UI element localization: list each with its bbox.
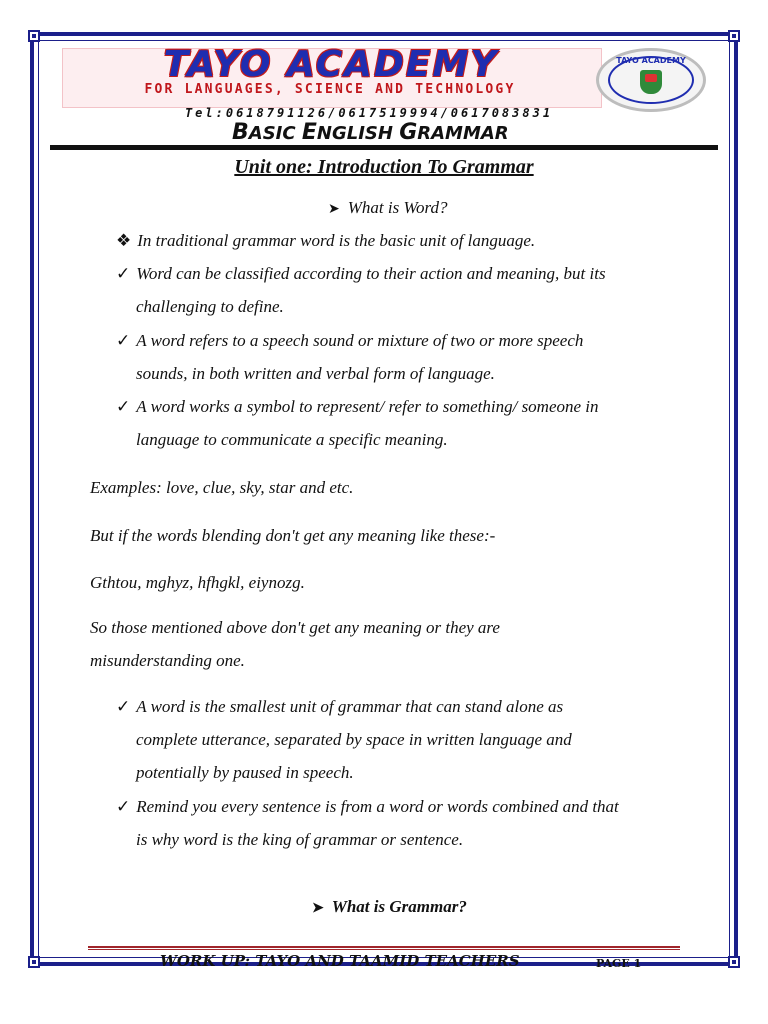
list-item-continuation: language to communicate a specific meaning. — [136, 430, 448, 449]
logo-text: TAYO ACADEMY — [616, 56, 686, 65]
corner-ornament-br — [728, 956, 740, 968]
diamond-bullet-icon: ❖ — [116, 231, 132, 250]
explanation-text: misunderstanding one. — [90, 651, 245, 670]
check-bullet-icon: ✓ — [116, 331, 131, 350]
list-item-text: Word can be classified according to their action and meaning, but its — [136, 264, 606, 283]
arrow-bullet-icon: ➤ — [312, 901, 324, 916]
footer-rule — [88, 946, 680, 950]
list-item-continuation: potentially by paused in speech. — [136, 763, 354, 782]
telephone-line: Tel:0618791126/0617519994/0617083831 — [184, 106, 554, 120]
list-item — [116, 231, 535, 251]
blending-intro-text: But if the words blending don't get any meaning like these:- — [90, 526, 496, 545]
examples-text: Examples: love, clue, sky, star and etc. — [90, 478, 354, 497]
corner-ornament-tr — [728, 30, 740, 42]
subject-text: BASIC ENGLISH GRAMMAR — [232, 120, 509, 145]
crest-icon — [640, 70, 662, 94]
list-item-continuation: sounds, in both written and verbal form of language. — [136, 364, 495, 383]
page-number: PAGE 1 — [596, 957, 642, 970]
check-bullet-icon: ✓ — [116, 397, 131, 416]
subject-title — [232, 120, 509, 145]
list-item-text: In traditional grammar word is the basic unit of language. — [137, 231, 536, 250]
list-item — [116, 331, 583, 351]
check-bullet-icon: ✓ — [116, 264, 131, 283]
corner-ornament-bl — [28, 956, 40, 968]
section-heading-grammar — [312, 897, 467, 917]
section-heading-text: What is Word? — [347, 198, 448, 217]
corner-ornament-tl — [28, 30, 40, 42]
explanation-text: So those mentioned above don't get any meaning or they are — [90, 618, 500, 637]
arrow-bullet-icon: ➤ — [328, 202, 340, 217]
list-item — [116, 697, 563, 717]
list-item-text: A word refers to a speech sound or mixture of two or more speech — [136, 331, 584, 350]
section-heading-text: What is Grammar? — [331, 897, 467, 916]
list-item-continuation: is why word is the king of grammar or sentence. — [136, 830, 464, 849]
list-item — [116, 397, 599, 417]
list-item — [116, 264, 606, 284]
footer-credit: WORK UP: TAYO AND TAAMID TEACHERS — [160, 952, 520, 970]
list-item-continuation: challenging to define. — [136, 297, 284, 316]
nonsense-words-text: Gthtou, mghyz, hfhgkl, eiynozg. — [90, 573, 305, 592]
list-item-text: Remind you every sentence is from a word or words combined and that — [136, 797, 619, 816]
header-rule — [50, 145, 718, 150]
list-item-text: A word is the smallest unit of grammar that can stand alone as — [136, 697, 564, 716]
list-item-text: A word works a symbol to represent/ refer to something/ someone in — [136, 397, 599, 416]
list-item-continuation: complete utterance, separated by space in written language and — [136, 730, 572, 749]
list-item — [116, 797, 619, 817]
section-heading-word — [328, 198, 448, 218]
check-bullet-icon: ✓ — [116, 697, 131, 716]
unit-title: Unit one: Introduction To Grammar — [234, 156, 534, 178]
academy-name: TAYO ACADEMY — [163, 44, 499, 85]
check-bullet-icon: ✓ — [116, 797, 131, 816]
academy-subtitle: FOR LANGUAGES, SCIENCE AND TECHNOLOGY — [144, 82, 516, 97]
